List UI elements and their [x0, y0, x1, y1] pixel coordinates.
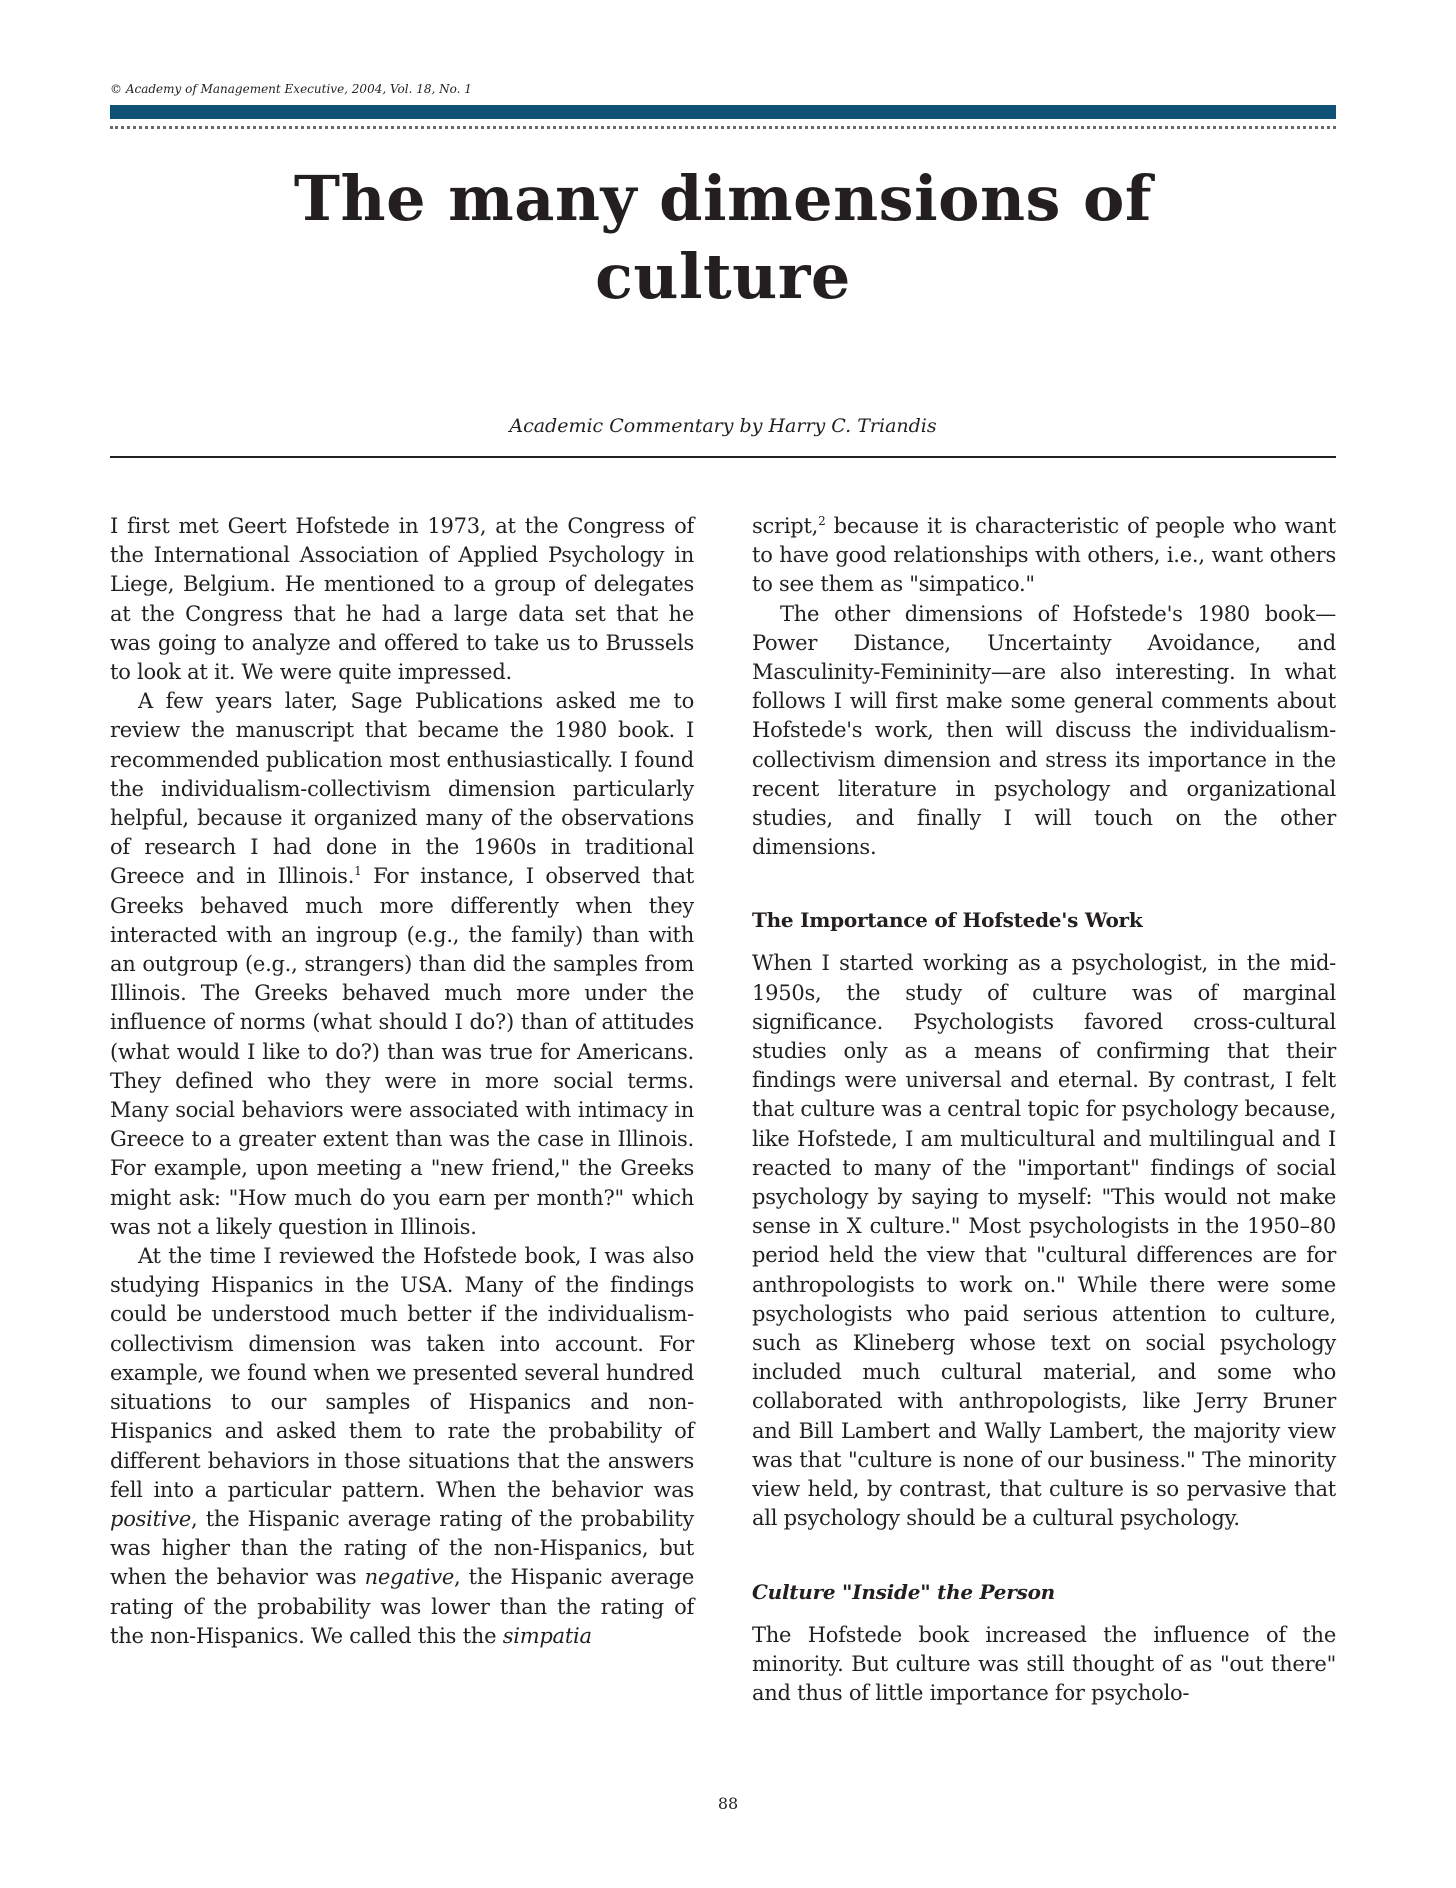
section-heading: The Importance of Hofstede's Work: [752, 908, 1143, 933]
paragraph: [752, 949, 1336, 1533]
paragraph: [752, 600, 1336, 863]
paragraph: [752, 1621, 1336, 1709]
paragraph-text: The Hofstede book increased the influence of the minority. But culture was still thought of as "out there" and thus of little importance for psycholo-: [752, 1622, 1336, 1705]
footnote-ref[interactable]: 2: [818, 514, 826, 528]
header-band: [110, 105, 1336, 119]
paragraph-text: because it is characteristic of people who want to have good relationships with others, i.e., want others to see them as "simpatico.": [752, 514, 1336, 597]
emphasis: negative: [364, 1565, 455, 1590]
paragraph-text: I first met Geert Hofstede in 1973, at the Congress of the International Association of Applied Psychology in Liege, Belgium. He mentioned to a group of delegates at the Congress that he had a large data set that he was going to analyze and offered to take us to Brussels to look at it. We were quite impressed.: [110, 514, 694, 685]
footnote-ref[interactable]: 1: [354, 864, 362, 879]
paragraph-text: , the Hispanic average rating of the probability was lower than the rating of the non-Hispanics. We called this the: [110, 1565, 695, 1648]
byline-rule: [110, 456, 1336, 458]
paragraph: [110, 687, 694, 1242]
dotted-rule: [110, 126, 1336, 129]
title-line-2: culture: [595, 240, 851, 313]
header-band-fill: [110, 105, 1336, 119]
paragraph-text: The other dimensions of Hofstede's 1980 book—Power Distance, Uncertainty Avoidance, and Masculinity-Femininity—are also interesting. In what follows I will first make some general comments about Hofstede's work, then will discuss the individualism-collectivism dimension and stress its importance in the recent literature in psychology and organizational studies, and finally I will touch on the other dimensions.: [752, 601, 1336, 860]
paragraph-text: For instance, I observed that Greeks behaved much more differently when they interacted with an ingroup (e.g., the family) than with an outgroup (e.g., strangers) than did the samples from Illinois. The Greeks behaved much more under the influence of norms (what should I do?) than of attitudes (what would I like to do?) than was true for Americans. They defined who they were in more social terms. Many social behaviors were associated with intimacy in Greece to a greater extent than was the case in Illinois. For example, upon meeting a "new friend," the Greeks might ask: "How much do you earn per month?" which was not a likely question in Illinois.: [110, 864, 694, 1239]
emphasis: simpatia: [502, 1623, 592, 1648]
paragraph: [110, 512, 694, 687]
emphasis: positive: [110, 1506, 192, 1531]
byline: Academic Commentary by Harry C. Triandis: [509, 415, 937, 437]
page-number: 88: [717, 1794, 739, 1813]
paragraph-text: At the time I reviewed the Hofstede book, I was also studying Hispanics in the USA. Many of the findings could be understood much better if the individualism-collectivism dimension was taken into account. For example, we found when we presented several hundred situations to our samples of Hispanics and non-Hispanics and asked them to rate the probability of different behaviors in those situations that the answers fell into a particular pattern. When the behavior was: [110, 1244, 694, 1502]
paragraph: [110, 1242, 694, 1651]
paragraph-text: , the Hispanic average rating of the probability was higher than the rating of the non-Hispanics, but when the behavior was: [110, 1506, 694, 1590]
paragraph-text: script,: [752, 514, 819, 538]
title-line-1: The many dimensions of: [293, 162, 1153, 235]
paragraph-text: When I started working as a psychologist, in the mid-1950s, the study of culture was of marginal significance. Psychologists favored cross-cultural studies only as a means of confirming that their findings were universal and eternal. By contrast, I felt that culture was a central topic for psychology because, like Hofstede, I am multicultural and multilingual and I reacted to many of the "important" findings of social psychology by saying to myself: "This would not make sense in X culture." Most psychologists in the 1950–80 period held the view that "cultural differences are for anthropologists to work on." While there were some psychologists who paid serious attention to culture, such as Klineberg whose text on social psychology included much cultural material, and some who collaborated with anthropologists, like Jerry Bruner and Bill Lambert and Wally Lambert, the majority view was that "culture is none of our business." The minority view held, by contrast, that culture is so pervasive that all psychology should be a cultural psychology.: [752, 951, 1336, 1531]
paragraph-text: A few years later, Sage Publications asked me to review the manuscript that became the 1980 book. I recommended publication most enthusiastically. I found the individualism-collectivism dimension particularly helpful, because it organized many of the observations of research I had done in the 1960s in traditional Greece and in Illinois.: [110, 689, 694, 889]
article-title: [110, 160, 1336, 316]
paragraph: [752, 512, 1336, 600]
right-column: [752, 512, 1336, 1708]
section-heading: Culture "Inside" the Person: [752, 1579, 1055, 1604]
left-column: [110, 512, 694, 1651]
running-head: © Academy of Management Executive, 2004, Vol. 18, No. 1: [110, 82, 472, 96]
